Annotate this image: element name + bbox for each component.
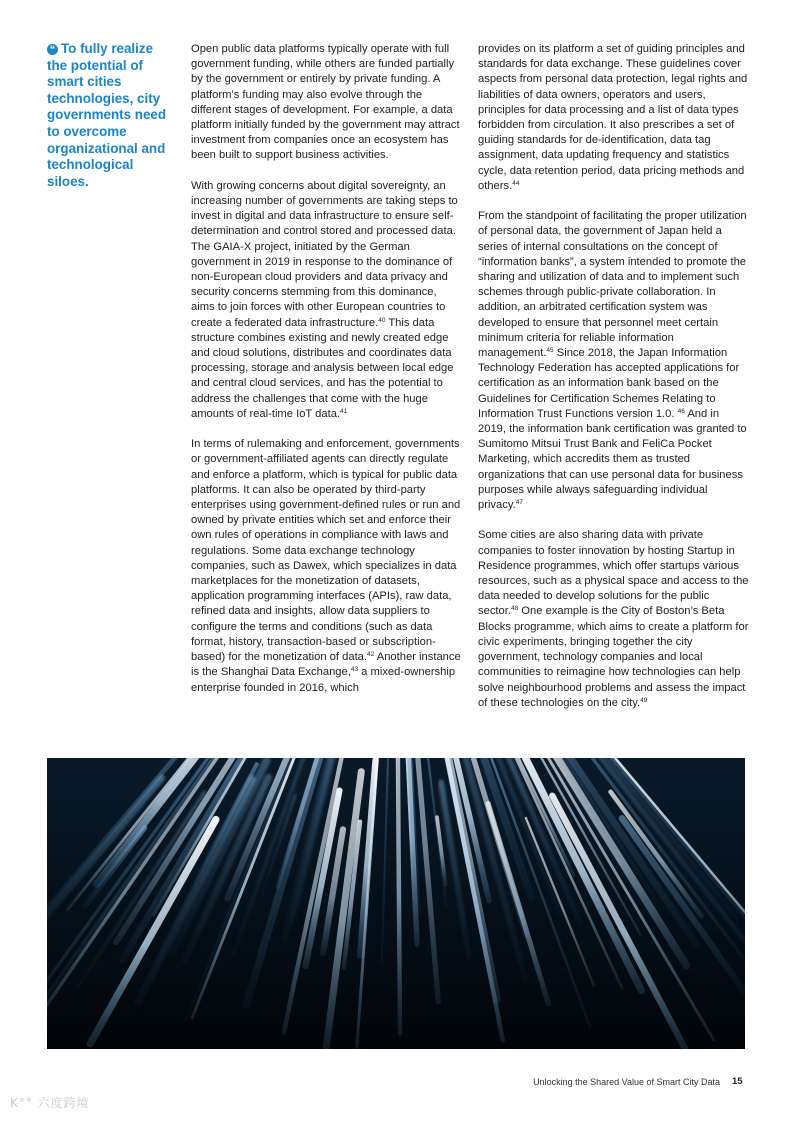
footnote-ref: 49 <box>640 696 648 704</box>
paragraph-text: Another instance is the Shanghai Data Exchange, <box>191 651 461 679</box>
pull-quote-text: To fully realize the potential of smart cities technologies, city governments need to overcome organizational and technological siloes. <box>47 41 167 189</box>
footnote-ref: 48 <box>510 605 519 613</box>
footnote-ref: 44 <box>512 179 520 187</box>
footer-report-title: Unlocking the Shared Value of Smart City Data <box>533 1077 720 1087</box>
light-streaks-graphic <box>47 758 745 1049</box>
footnote-ref: 47 <box>515 499 523 507</box>
quote-icon: ❝ <box>47 44 58 55</box>
body-column-left <box>191 42 463 711</box>
paragraph <box>478 42 750 194</box>
paragraph <box>478 209 750 513</box>
page-number: 15 <box>732 1076 743 1087</box>
paragraph <box>191 437 463 695</box>
paragraph-text: a mixed-ownership enterprise founded in 2016, which <box>191 666 456 694</box>
footnote-ref: 41 <box>340 407 348 415</box>
paragraph <box>191 42 463 164</box>
light-streak <box>398 758 400 1033</box>
paragraph-text: With growing concerns about digital sovereignty, an increasing number of governments are taking steps to invest in digital and data infrastructure to ensure self-determination and control stored and processed data. The GAIA-X project, initiated by the German government in 2019 in response to the dominance of non-European cloud providers and data privacy and security concerns stemming from this dominance, aims to join forces with other European countries to create a federated data infrastructure. <box>191 179 458 329</box>
paragraph-text: And in 2019, the information bank certification was granted to Sumitomo Mitsui Trust Bank and FeliCa Pocket Marketing, which accredits them as trusted organizations that can use personal data for business purposes while always safeguarding individual privacy. <box>478 407 747 512</box>
footnote-ref: 45 <box>546 347 554 355</box>
hero-image-light-streaks <box>47 758 745 1049</box>
paragraph-text: Some cities are also sharing data with private companies to foster innovation by hosting Startup in Residence programmes, which offer startups various resources, such as a physical space and access to the data needed to develop solutions for the public sector. <box>478 529 749 618</box>
paragraph-text: In terms of rulemaking and enforcement, governments or government-affiliated agents can directly regulate and enforce a platform, which is typical for public data platforms. It can also be operated by third-party enterprises using government-defined rules or run and owned by private entities which set and enforce their own rules of operations in compliance with laws and regulations. Some data exchange technology companies, such as Dawex, which specializes in data marketplaces for the monetization of datasets, application programming interfaces (APIs), raw data, refined data and insights, allow data suppliers to configure the terms and conditions (such as data format, history, transaction-based or subscription-based) for the monetization of data. <box>191 438 461 664</box>
paragraph <box>191 179 463 422</box>
paragraph-text: One example is the City of Boston’s Beta Blocks programme, which aims to create a platform for civic experiments, bringing together the city government, technology companies and local communities to reimagine how technologies can help solve neighbourhood problems and assess the impact of these technologies on the city. <box>478 605 749 709</box>
footnote-ref: 46 <box>677 407 685 415</box>
watermark-logo: K°° 六度跨境 <box>10 1096 90 1110</box>
footnote-ref: 42 <box>367 651 375 659</box>
body-column-right <box>478 42 750 726</box>
footnote-ref: 40 <box>378 316 386 324</box>
paragraph-text: provides on its platform a set of guiding principles and standards for data exchange. These guidelines cover aspects from personal data protection, legal rights and liabilities of data owners, operators and users, principles for data processing and a list of data types forbidden from circulation. It also prescribes a set of guiding standards for de-identification, data tag assignment, data updating frequency and statistics cycle, data retention period, data pricing methods and others. <box>478 43 748 192</box>
paragraph <box>478 528 750 710</box>
paragraph-text: Open public data platforms typically operate with full government funding, while others are funded partially by the government or entirely by private funding. A platform’s funding may also evolve through the different stages of development. For example, a data platform initially funded by the government may attract investment from companies once an ecosystem has been built to support business activities. <box>191 43 460 162</box>
paragraph-text: This data structure combines existing and newly created edge and cloud solutions, distributes and coordinates data processing, storage and analysis between local edge and central cloud services, and has the potential to address the challenges that come with the huge amounts of real-time IoT data. <box>191 316 454 420</box>
pull-quote <box>47 41 172 190</box>
paragraph-text: From the standpoint of facilitating the proper utilization of personal data, the government of Japan held a series of internal consultations on the concept of “information banks”, a system intended to promote the sharing and utilization of data and to implement such schemes through public-private collaboration. In addition, an arbitrated certification system was developed to ensure that personnel meet certain minimum criteria for reliable information management. <box>478 210 747 360</box>
footnote-ref: 43 <box>350 666 359 674</box>
paragraph-text: Since 2018, the Japan Information Technology Federation has accepted applications for certification as an information bank based on the Guidelines for Certification Schemes Relating to Information Trust Functions version 1.0. <box>478 347 740 420</box>
